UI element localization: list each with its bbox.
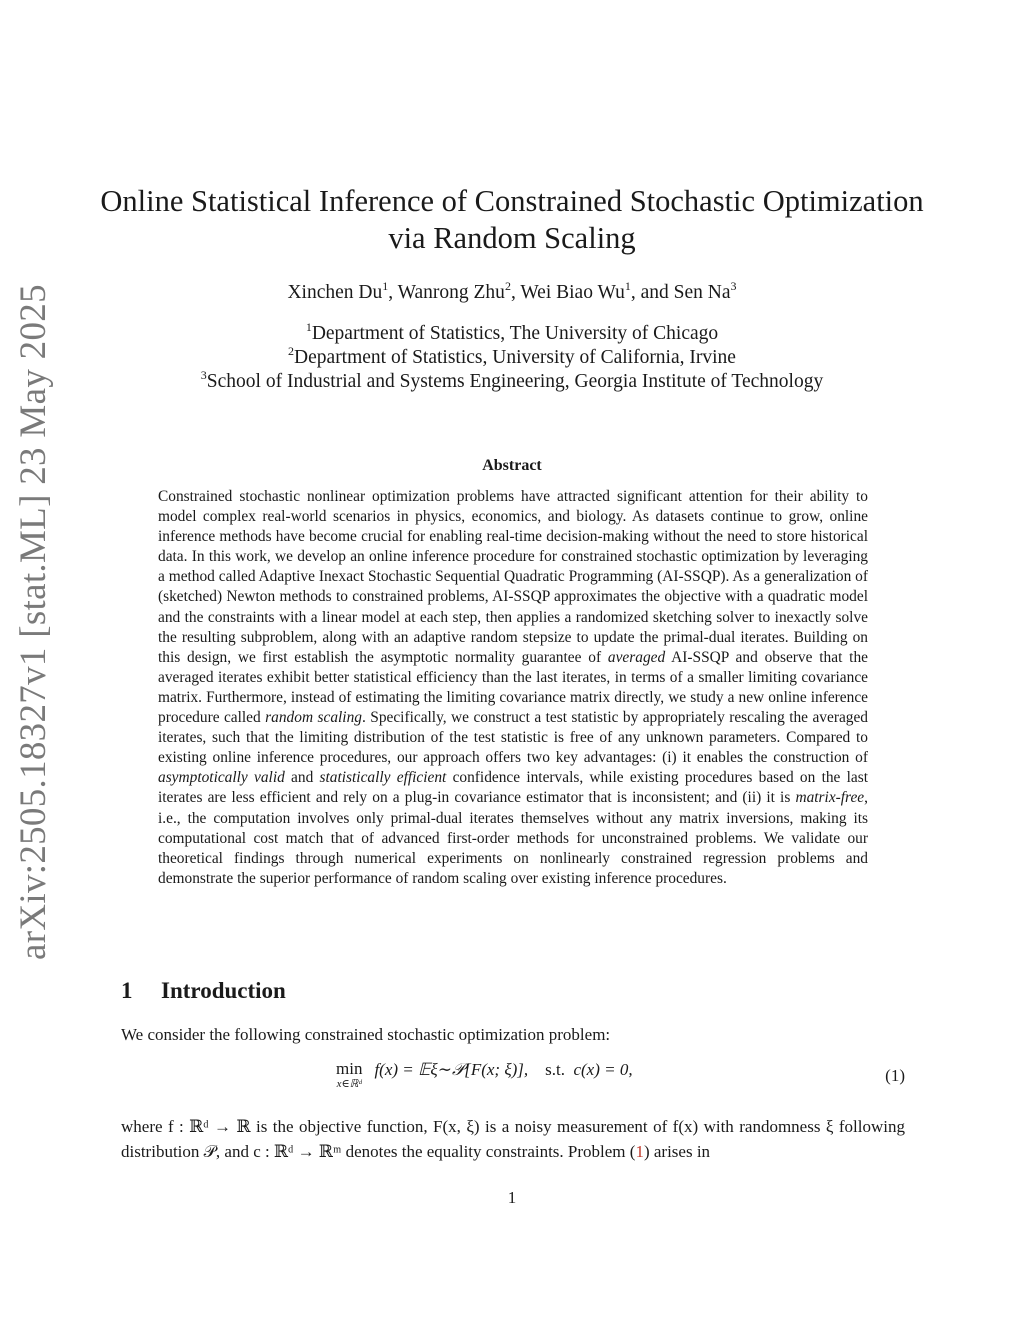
equation-number: (1)	[885, 1066, 905, 1085]
author-name: Xinchen Du	[287, 282, 383, 303]
paragraph-text: ) arises in	[643, 1141, 711, 1161]
abstract-text: confidence intervals, while existing procedures based on the last iterates are less efficient and rely on a plug-in covariance estimator that is inconsistent; and (ii) it is	[158, 769, 869, 807]
affiliation-list	[100, 322, 924, 394]
author-name: Wanrong Zhu	[397, 282, 505, 303]
intro-paragraph-2	[121, 1115, 905, 1164]
objective-expression: f(x) = 𝔼ξ∼𝒫[F(x; ξ)],	[374, 1060, 529, 1079]
author-affil-mark: 3	[730, 279, 737, 293]
affil-mark: 1	[305, 320, 312, 334]
author-separator: ,	[388, 282, 398, 303]
author-separator: , and	[630, 282, 674, 303]
author-affil-mark: 2	[504, 279, 511, 293]
section-heading	[121, 978, 286, 1004]
paper-title	[100, 183, 924, 257]
min-operator	[336, 1060, 362, 1090]
affiliation	[100, 346, 924, 370]
constraint-expression: c(x) = 0,	[573, 1060, 633, 1079]
abstract-emphasis: averaged	[607, 648, 666, 666]
subject-to: s.t.	[545, 1060, 565, 1079]
author-name: Sen Na	[673, 282, 731, 303]
affiliation	[100, 322, 924, 346]
author-separator: ,	[510, 282, 521, 303]
page-number: 1	[507, 1188, 517, 1207]
paragraph-text: where f : ℝᵈ → ℝ is the objective function, F(x, ξ) is a noisy measurement of f(x) with randomness ξ following distribution 𝒫, and c : ℝᵈ → ℝᵐ denotes the equality constraints. Problem (	[121, 1117, 905, 1161]
intro-paragraph: We consider the following constrained stochastic optimization problem:	[121, 1025, 611, 1044]
abstract-emphasis: matrix-free	[795, 789, 865, 807]
min-word: min	[336, 1059, 363, 1078]
abstract-emphasis: asymptotically valid	[158, 769, 285, 787]
abstract-text: . Specifically, we construct a test statistic by appropriately rescaling the averaged iterates, such that the limiting distribution of the test statistic is free of any unknown parameters. Compared to existing online inference procedures, our approach offers two key advantages: (i) it enables the construction of	[158, 709, 868, 767]
equation-body	[336, 1060, 633, 1090]
abstract-body	[158, 487, 868, 889]
affil-text: Department of Statistics, University of California, Irvine	[294, 347, 736, 368]
title-line-2: via Random Scaling	[388, 221, 636, 255]
min-subscript: x∈ℝᵈ	[336, 1078, 362, 1090]
section-number: 1	[121, 978, 133, 1003]
abstract-heading: Abstract	[482, 457, 542, 474]
author-list	[100, 279, 924, 304]
equation-reference-link[interactable]: 1	[635, 1141, 644, 1161]
abstract-text: and	[284, 769, 320, 787]
author-affil-mark: 1	[382, 279, 389, 293]
abstract-emphasis: random scaling	[265, 709, 362, 727]
affiliation	[100, 370, 924, 394]
author-affil-mark: 1	[624, 279, 631, 293]
title-line-1: Online Statistical Inference of Constrained Stochastic Optimization	[100, 184, 924, 218]
abstract-emphasis: statistically efficient	[319, 769, 447, 787]
abstract-text: Constrained stochastic nonlinear optimization problems have attracted significant attention for their ability to model complex real-world scenarios in physics, economics, and biology. As datasets continue to grow, online inference methods have become crucial for enabling real-time decision-making without the need to store historical data. In this work, we develop an online inference procedure for constrained stochastic optimization by leveraging a method called Adaptive Inexact Stochastic Sequential Quadratic Programming (AI-SSQP). As a generalization of (sketched) Newton methods to constrained problems, AI-SSQP approximates the objective with a quadratic model and the constraints with a linear model at each step, then applies a randomized sketching solver to inexactly solve the resulting subproblem, along with an adaptive random stepsize to update the primal-dual iterates. Building on this design, we first establish the asymptotic normality guarantee of	[158, 488, 868, 666]
abstract-text: , i.e., the computation involves only primal-dual iterates themselves without any matrix inversions, making its computational cost match that of advanced first-order methods for unconstrained problems. We validate our theoretical findings through numerical experiments on nonlinearly constrained regression problems and demonstrate the superior performance of random scaling over existing inference procedures.	[158, 789, 868, 887]
abstract-text: AI-SSQP and observe that the averaged iterates exhibit better statistical efficiency than the last iterates, in terms of a smaller limiting covariance matrix. Furthermore, instead of estimating the limiting covariance matrix directly, we study a new online inference procedure called	[158, 648, 868, 727]
author-name: Wei Biao Wu	[520, 282, 625, 303]
affil-text: School of Industrial and Systems Engineering, Georgia Institute of Technology	[206, 371, 824, 392]
affil-mark: 2	[288, 344, 295, 358]
affil-text: Department of Statistics, The University of Chicago	[311, 323, 719, 344]
arxiv-identifier: arXiv:2505.18327v1 [stat.ML] 23 May 2025	[13, 284, 54, 960]
section-title: Introduction	[161, 978, 286, 1003]
affil-mark: 3	[200, 368, 207, 382]
equation-1	[121, 1060, 905, 1100]
